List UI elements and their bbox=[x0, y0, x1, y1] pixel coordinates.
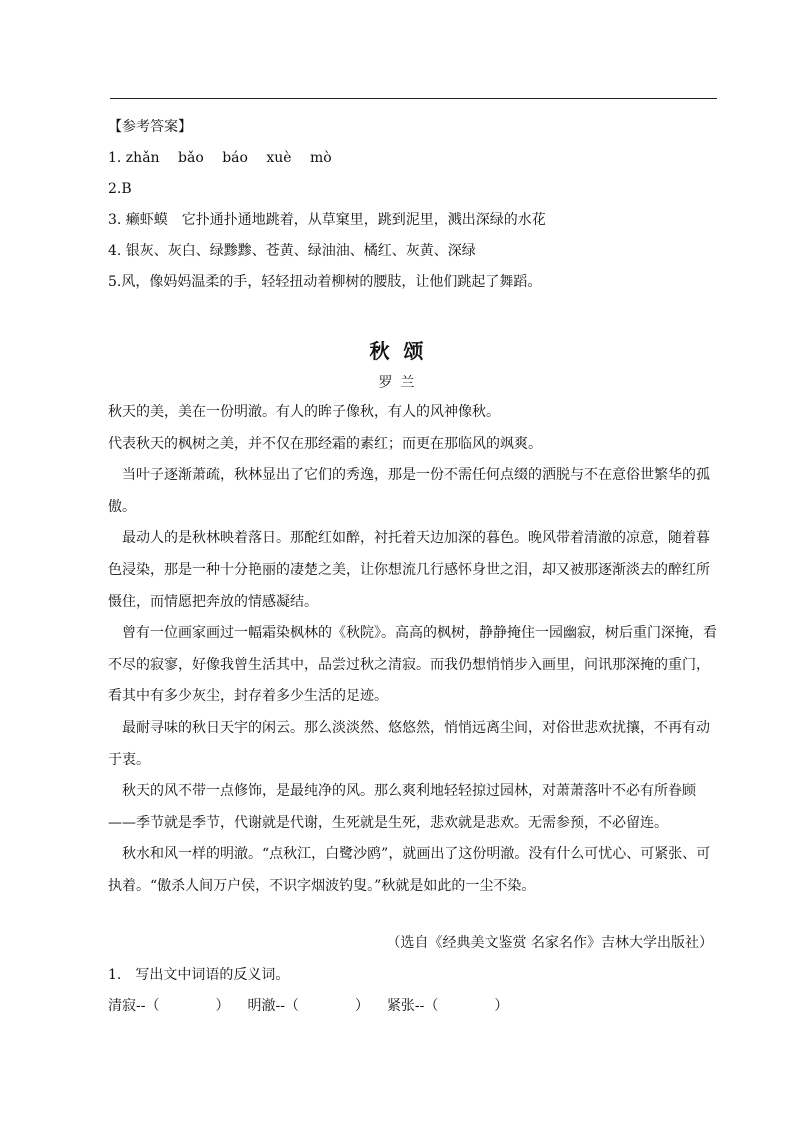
answer-key-heading: 【参考答案】 bbox=[108, 119, 192, 135]
answer-item-3: 3. 癞虾蟆 它扑通扑通地跳着，从草窠里，跳到泥里，溅出深绿的水花 bbox=[108, 212, 546, 228]
essay-author: 罗兰 bbox=[378, 375, 423, 391]
antonym-blanks bbox=[108, 991, 508, 1022]
essay-paragraph-5: 曾有一位画家画过一幅霜染枫林的《秋院》。高高的枫树，静静掩住一园幽寂，树后重门深掩，看不尽的寂寥，好像我曾生活其中，品尝过秋之清寂。而我仍想悄悄步入画里，问讯那深掩的重门，看其中有多少灰尘，封存着多少生活的足迹。 bbox=[108, 625, 717, 705]
essay-body bbox=[108, 397, 720, 903]
blank-close: ） bbox=[215, 998, 230, 1014]
question-prompt: 1. 写出文中词语的反义词。 bbox=[108, 967, 290, 983]
blank-mingche[interactable] bbox=[247, 991, 368, 1022]
blank-space[interactable] bbox=[159, 991, 215, 1022]
answer-item-5: 5.风，像妈妈温柔的手，轻轻扭动着柳树的腰肢，让他们跳起了舞蹈。 bbox=[108, 274, 542, 290]
blank-space[interactable] bbox=[299, 991, 355, 1022]
answer-key bbox=[108, 112, 728, 298]
blank-close: ） bbox=[494, 998, 509, 1014]
essay-paragraph-4: 最动人的是秋林映着落日。那酡红如醉，衬托着天边加深的暮色。晚风带着清澈的凉意，随着暮色浸染，那是一种十分艳丽的凄楚之美，让你想流几行感怀身世之泪，却又被那逐渐淡去的醉红所慑住，而情愿把奔放的情感凝结。 bbox=[108, 530, 710, 610]
blank-word: 紧张--（ bbox=[386, 998, 439, 1014]
blank-word: 清寂--（ bbox=[108, 998, 160, 1014]
essay-paragraph-2: 代表秋天的枫树之美，并不仅在那经霜的素红；而更在那临风的飒爽。 bbox=[108, 435, 542, 452]
essay-paragraph-8: 秋水和风一样的明澈。“点秋江，白鹭沙鸥”，就画出了这份明澈。没有什么可忧心、可紧张、可执着。“傲杀人间万户侯，不识字烟波钓叟。”秋就是如此的一尘不染。 bbox=[108, 846, 711, 894]
essay-paragraph-6: 最耐寻味的秋日天宇的闲云。那么淡淡然、悠悠然，悄悄远离尘间，对俗世悲欢扰攘，不再有动于衷。 bbox=[108, 719, 710, 768]
blank-word: 明澈--（ bbox=[247, 998, 299, 1014]
answer-item-4: 4. 银灰、灰白、绿黪黪、苍黄、绿油油、橘红、灰黄、深绿 bbox=[108, 243, 476, 259]
top-rule bbox=[110, 98, 717, 99]
essay-source: （选自《经典美文鉴赏 名家名作》吉林大学出版社） bbox=[386, 935, 713, 951]
blank-jinzhang[interactable] bbox=[387, 991, 508, 1022]
blank-space[interactable] bbox=[438, 991, 494, 1022]
blank-qingji[interactable] bbox=[108, 991, 229, 1022]
answer-item-1: 1. zhǎn bǎo báo xuè mò bbox=[108, 150, 332, 166]
blank-close: ） bbox=[354, 998, 369, 1014]
essay-paragraph-1: 秋天的美，美在一份明澈。有人的眸子像秋，有人的风神像秋。 bbox=[108, 404, 500, 420]
essay-title: 秋颂 bbox=[369, 339, 438, 363]
answer-item-2: 2.B bbox=[108, 181, 132, 197]
essay-paragraph-3: 当叶子逐渐萧疏，秋林显出了它们的秀逸，那是一份不需任何点缀的洒脱与不在意俗世繁华的孤傲。 bbox=[108, 467, 710, 515]
essay-paragraph-7: 秋天的风不带一点修饰，是最纯净的风。那么爽利地轻轻掠过园林，对萧萧落叶不必有所眷顾——季节就是季节，代谢就是代谢，生死就是生死，悲欢就是悲欢。无需参预，不必留连。 bbox=[108, 783, 696, 831]
